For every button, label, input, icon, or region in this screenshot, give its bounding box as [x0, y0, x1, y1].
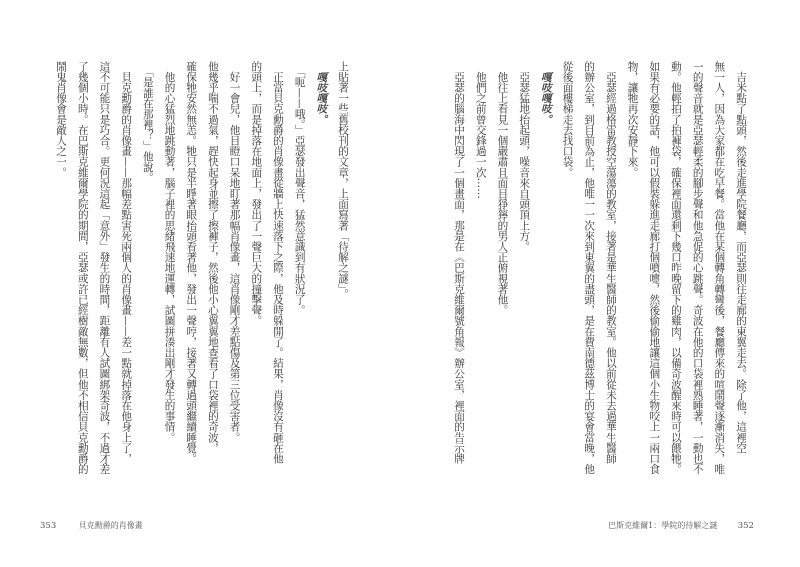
running-title: 巴斯克維爾1：學院的待解之謎	[608, 521, 718, 530]
text-line: 「是誰在那裡？」他說。	[141, 61, 154, 183]
text-line: 鬧鬼肖像會是敵人之一。	[55, 61, 68, 178]
text-line: 正當貝克勳爵的肖像畫從牆上快速落下之際，他及時躲開了。結果，肖像沒有砸在他	[271, 61, 284, 464]
text-line: 如果有必要的話，他可以假裝躲進走廊打個噴嚏，然後偷偷地讓這個小生物咬上一兩口食	[648, 61, 661, 475]
text-line: 無一人，因為大家都在吃早餐。當他在某個轉角轉彎後，餐廳傳來的喧鬧聲逐漸消失，唯	[713, 61, 726, 475]
right-page-footer	[608, 520, 754, 531]
text-line: 上貼著一些舊校刊的文章，上面寫著「待解之謎」。	[337, 61, 349, 300]
text-line: 一的聲音就是亞瑟輕柔的腳步聲和他急促的心跳聲。奇波在他的口袋裡熟睡著，一動也不	[691, 61, 704, 475]
running-title: 貝克勳爵的肖像畫	[78, 521, 143, 530]
text-line: 好一會兒，他目瞪口呆地盯著那幅肖像畫，這肖像剛才差點傷及第三位受害者。	[228, 61, 241, 443]
text-line: 確保牠安然無恙。牠只是半睜著眼抬頭看著他，發出一聲哼，接著又轉過頭繼續睡覺。	[185, 61, 198, 464]
left-page-footer	[40, 520, 143, 531]
left-page-body	[49, 61, 353, 486]
text-line: 這不可能只是巧合。更何況這起「意外」發生的時間，距離有人試圖綁架奇波，不過才差	[98, 61, 111, 475]
text-line: 動。他輕拍了拍褲袋，確保裡面還剩下幾口昨晚留下的雞肉，以備奇波醒來時可以餵牠。	[669, 61, 682, 475]
text-line: 從後面樓梯走去找口袋。	[561, 61, 574, 178]
text-line: 他幾乎喘不過氣，趕快起身並擦了擦褲子，然後他小心翼翼地查看了口袋裡的奇波，	[206, 61, 219, 454]
text-line: 物，讓牠再次安靜下來。	[626, 61, 639, 178]
page-number: 353	[40, 521, 57, 531]
text-line: 「呃——哦。」亞瑟發出聲音，猛然意識到有狀況了。	[293, 61, 306, 316]
text-line: 他往上看見一個嚴肅且面目猙獰的男人正俯視著他。	[496, 61, 509, 316]
sound-effect-line: 嘎吱嘎吱。	[539, 61, 552, 125]
text-line: 的辦公室，到目前為止，他唯一一次來到東翼的盡頭，是在費南德茲博士的宴會當晚，他	[583, 61, 596, 475]
text-line: 亞瑟的腦海中閃現了一個畫面，那是在《巴斯克維爾號角報》辦公室，裡面的告示牌	[453, 61, 466, 464]
text-line: 他的心猛烈地跳動著，腦子裡的思緒飛速地運轉，試圖拼湊出剛才發生的事情。	[163, 61, 176, 443]
text-line: 了幾個小時。在巴斯克維爾學院的期間，亞瑟或許已經樹敵無數，但他不相信貝克勳爵的	[76, 61, 89, 475]
text-line: 的頭上，而是掉落在地面上，發出了一聲巨大的撞擊聲。	[250, 61, 263, 326]
right-page-body	[447, 61, 751, 486]
page-number: 352	[737, 521, 754, 531]
sound-effect-line: 嘎吱嘎吱。	[315, 61, 328, 125]
text-line: 亞瑟猛地抬起頭，噪音來自頭頂上方。	[518, 61, 531, 252]
text-line: 亞瑟經過格雷教授空蕩蕩的教室，接著是華生醫師的教室。他以前從未去過華生醫師	[604, 61, 617, 464]
text-line: 貝克勳爵的肖像畫——那幅差點害死兩個人的肖像畫——差一點就掉落在他身上了，	[120, 61, 133, 464]
text-line: 吉米點了點頭，然後走進學院餐廳，而亞瑟則往走廊的東翼走去。除了他，這裡空	[735, 61, 747, 454]
text-line: 他們之前曾交鋒過一次……	[474, 61, 487, 199]
